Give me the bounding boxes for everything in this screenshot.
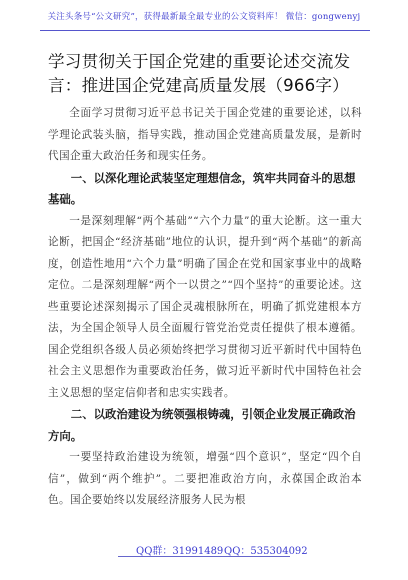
- document-body: [48, 103, 362, 512]
- section-2-paragraph: 一要坚持政治建设为统领，增强“四个意识”，坚定“四个自信”，做到“两个维护”。二要把准政治方向，永葆国企政治本色。国企要始终以发展经济服务人民为根: [48, 451, 362, 506]
- section-2-heading: 二、以政治建设为统领强根铸魂，引领企业发展正确政治方向。: [48, 407, 356, 443]
- document-title: 学习贯彻关于国企党建的重要论述交流发言：推进国企党建高质量发展（966字）: [48, 52, 351, 95]
- footer-divider: [118, 556, 290, 557]
- header-divider: [40, 30, 370, 31]
- section-1-heading: 一、以深化理论武装坚定理想信念，筑牢共同奋斗的思想基础。: [48, 170, 356, 206]
- header-banner: 关注头条号“公文研究”，获得最新最全最专业的公文资料库！ 微信：gongwenyj: [47, 12, 361, 22]
- footer-qq-number: QQ：535304092: [224, 546, 308, 557]
- section-1-paragraph: 一是深刻理解“两个基础”“六个力量”的重大论断。这一重大论断，把国企“经济基础”地位的认识，提升到“两个基础”的新高度，创造性地用“六个力量”明确了国企在党和国家事业中的战略定位。二是深刻理解“两个一以贯之”“四个坚持”的重要论述。这些重要论述深刻揭示了国企灵魂根脉所在，明确了抓党建根本方法，为全国企领导人员全面履行管党治党责任提供了根本遵循。国企党组织各级人员必须始终把学习贯彻习近平新时代中国特色社会主义思想作为重要政治任务，做习近平新时代中国特色社会主义思想的坚定信仰者和忠实实践者。: [48, 214, 362, 399]
- footer-qq-group: QQ群：31991489: [136, 546, 224, 557]
- intro-paragraph: 全面学习贯彻习近平总书记关于国企党建的重要论述，以科学理论武装头脑，指导实践，推动国企党建高质量发展，是新时代国企重大政治任务和现实任务。: [48, 107, 362, 162]
